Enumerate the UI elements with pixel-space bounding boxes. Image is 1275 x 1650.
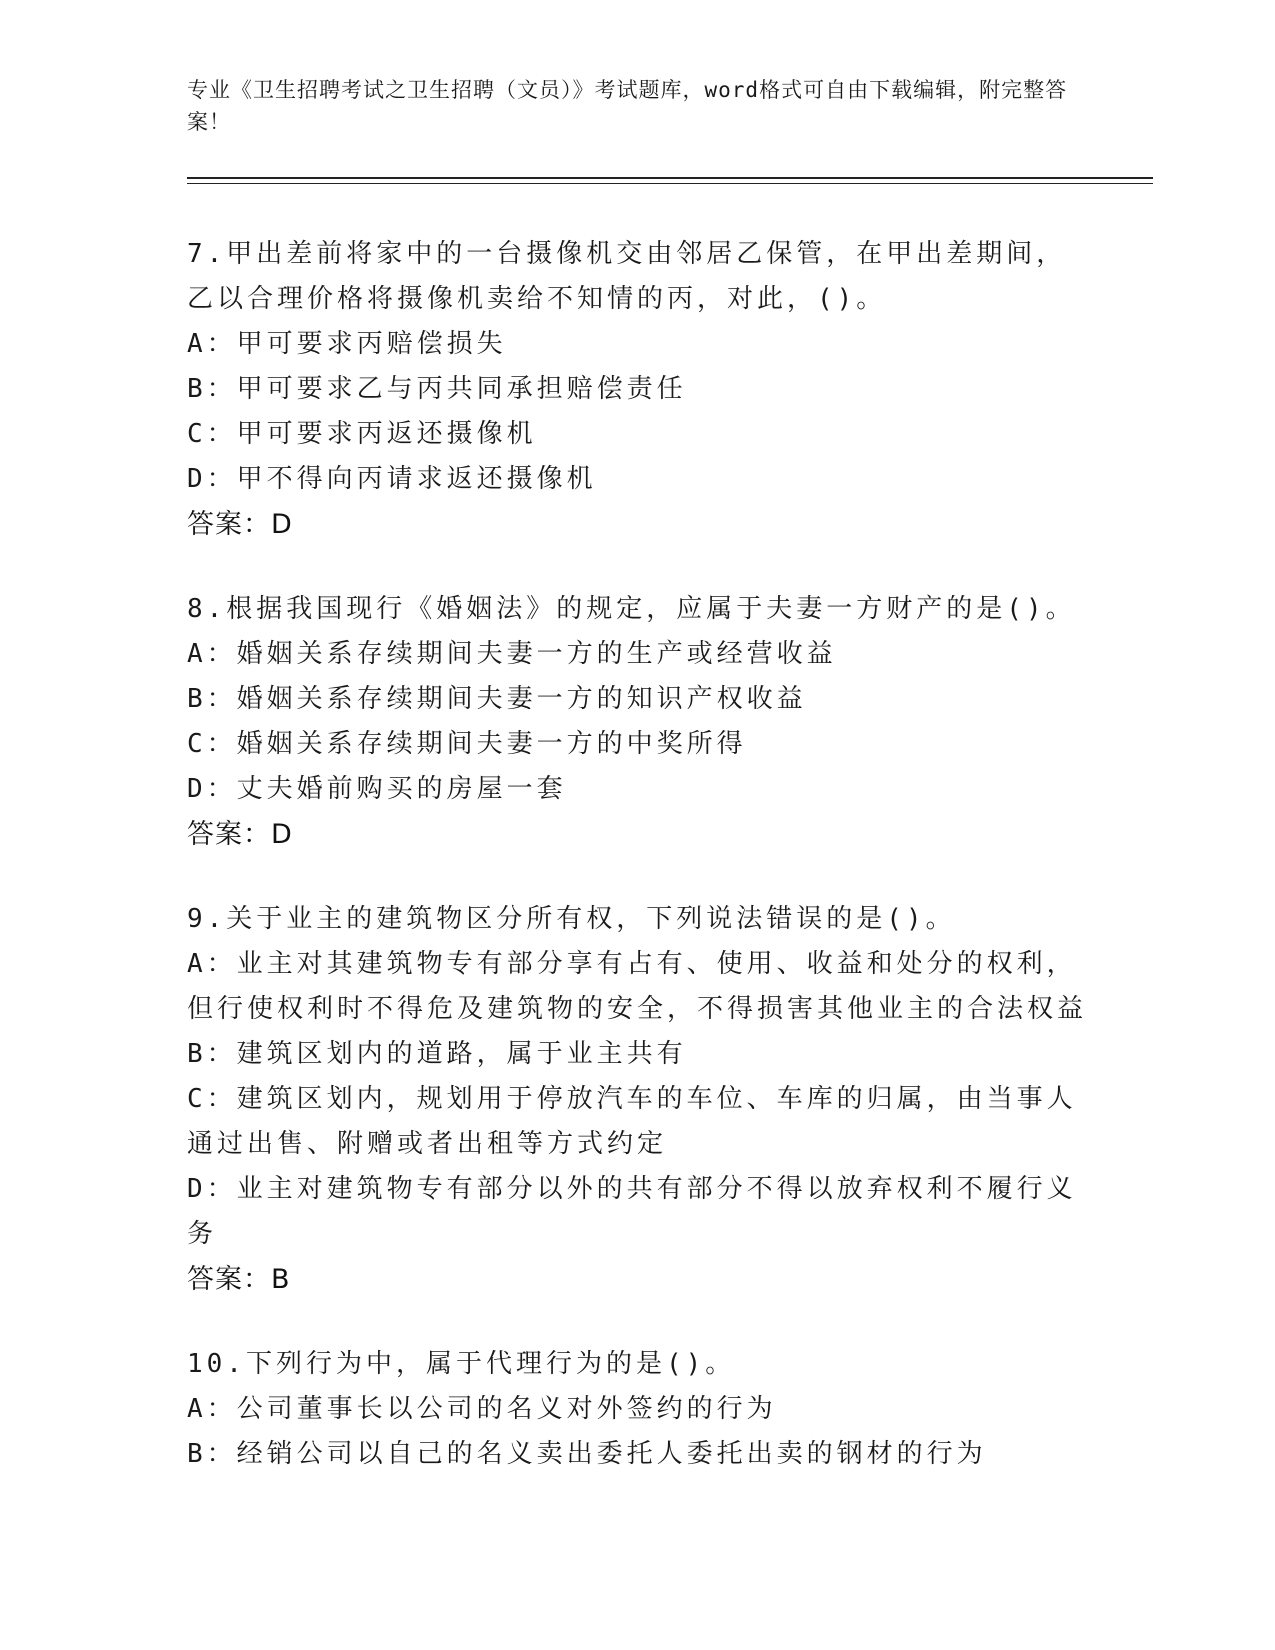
question-8 (187, 587, 1087, 857)
option-c: C：甲可要求丙返还摄像机 (187, 419, 537, 449)
option-a: A：公司董事长以公司的名义对外签约的行为 (187, 1394, 777, 1424)
question-list (187, 232, 1087, 1517)
option-c: C：建筑区划内，规划用于停放汽车的车位、车库的归属，由当事人通过出售、附赠或者出租等方式约定 (187, 1084, 1077, 1159)
option-a: A：婚姻关系存续期间夫妻一方的生产或经营收益 (187, 639, 837, 669)
document-header: 专业《卫生招聘考试之卫生招聘（文员）》考试题库，word格式可自由下载编辑，附完整答案！ (187, 78, 1068, 134)
question-10 (187, 1342, 1087, 1477)
question-stem: 9.关于业主的建筑物区分所有权，下列说法错误的是()。 (187, 904, 956, 934)
header-divider-thin (187, 183, 1153, 184)
answer-label: 答案：B (187, 1264, 291, 1295)
question-stem: 8.根据我国现行《婚姻法》的规定，应属于夫妻一方财产的是()。 (187, 594, 1076, 624)
option-b: B：经销公司以自己的名义卖出委托人委托出卖的钢材的行为 (187, 1439, 987, 1469)
answer-label: 答案：D (187, 819, 293, 850)
question-7 (187, 232, 1087, 547)
option-d: D：丈夫婚前购买的房屋一套 (187, 774, 567, 804)
question-stem: 7.甲出差前将家中的一台摄像机交由邻居乙保管，在甲出差期间，乙以合理价格将摄像机卖给不知情的丙，对此，()。 (187, 239, 1067, 314)
option-d: D：业主对建筑物专有部分以外的共有部分不得以放弃权利不履行义务 (187, 1174, 1077, 1249)
option-b: B：甲可要求乙与丙共同承担赔偿责任 (187, 374, 687, 404)
option-b: B：婚姻关系存续期间夫妻一方的知识产权收益 (187, 684, 807, 714)
option-a: A：业主对其建筑物专有部分享有占有、使用、收益和处分的权利，但行使权利时不得危及建筑物的安全，不得损害其他业主的合法权益 (187, 949, 1088, 1024)
option-a: A：甲可要求丙赔偿损失 (187, 329, 507, 359)
header-divider-thick (187, 177, 1153, 179)
answer-label: 答案：D (187, 509, 293, 540)
option-d: D：甲不得向丙请求返还摄像机 (187, 464, 597, 494)
question-stem: 10.下列行为中，属于代理行为的是()。 (187, 1349, 736, 1379)
question-9 (187, 897, 1087, 1302)
option-c: C：婚姻关系存续期间夫妻一方的中奖所得 (187, 729, 747, 759)
option-b: B：建筑区划内的道路，属于业主共有 (187, 1039, 687, 1069)
